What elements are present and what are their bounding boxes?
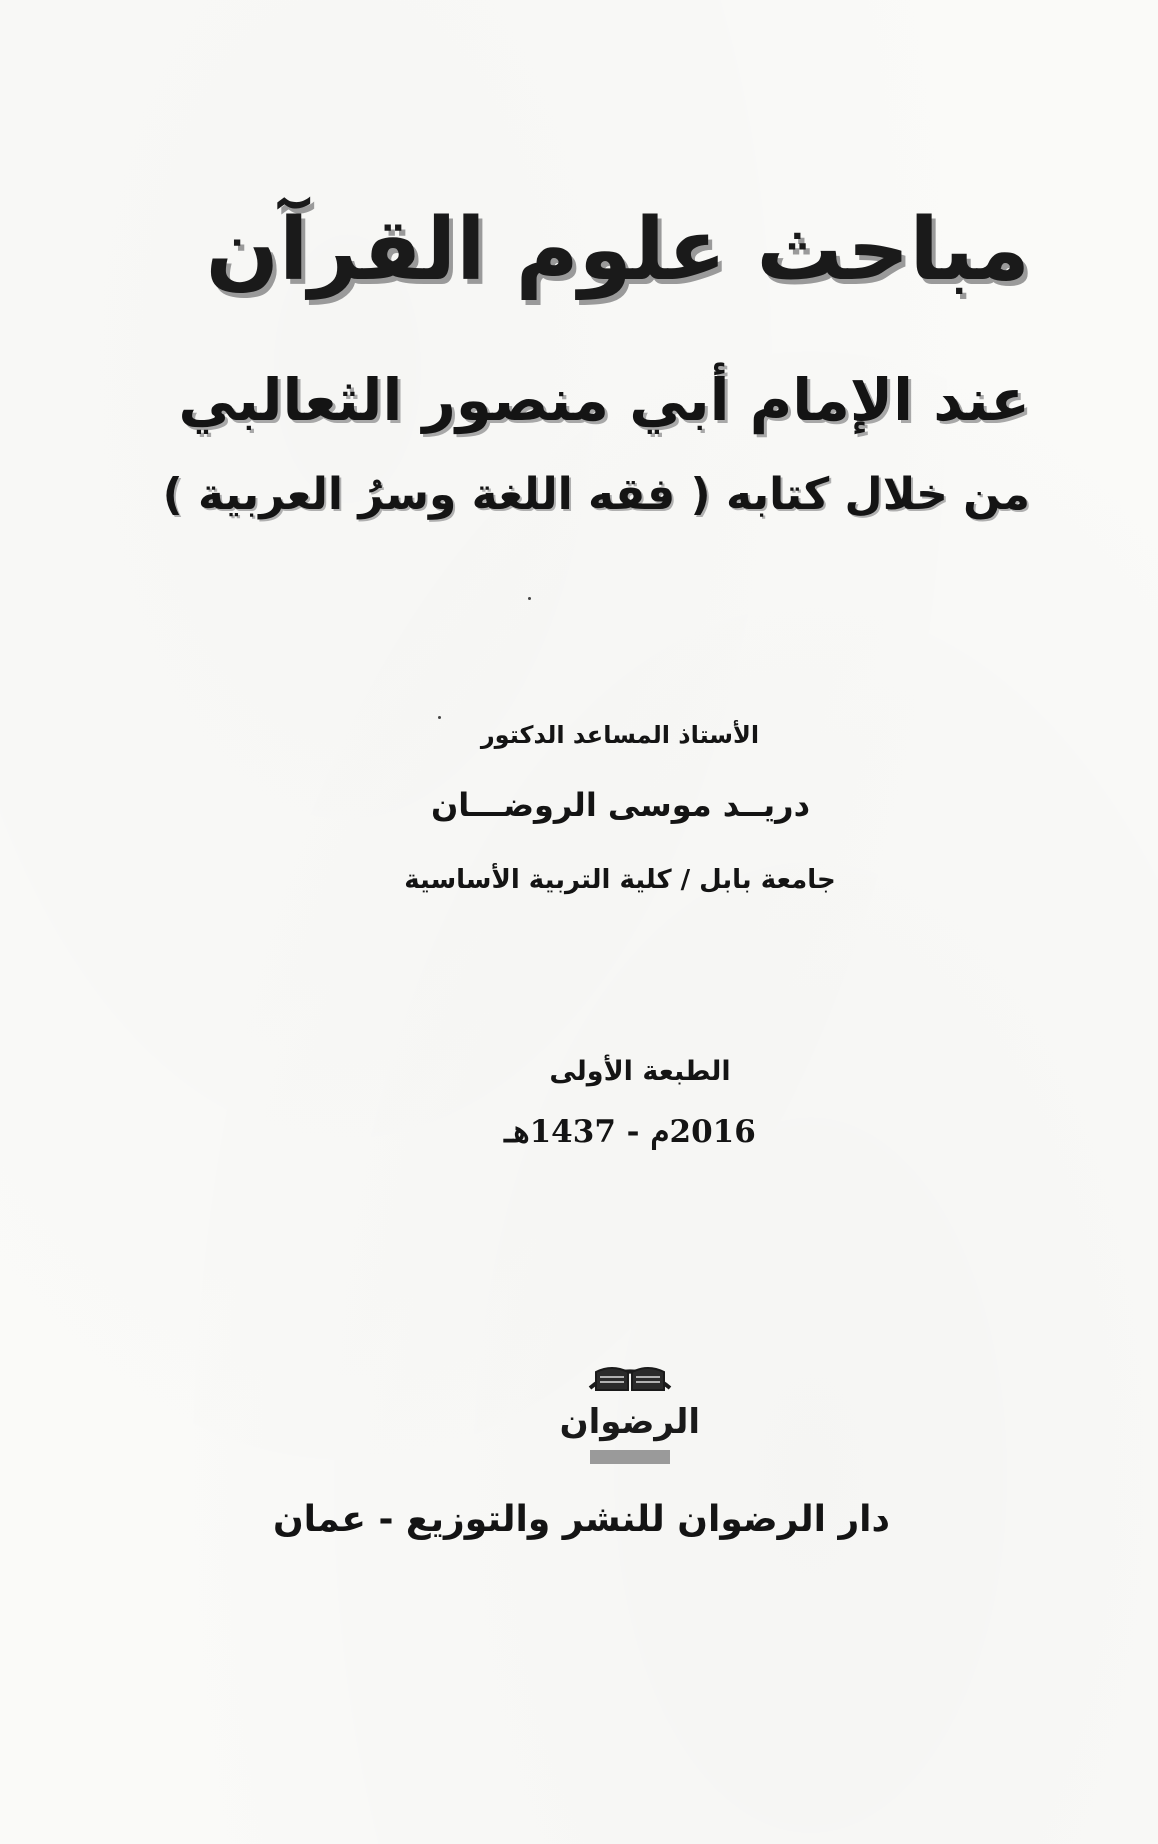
author-affiliation: جامعة بابل / كلية التربية الأساسية	[404, 865, 836, 895]
publisher-name: دار الرضوان للنشر والتوزيع - عمان	[272, 1499, 890, 1540]
book-title: مباحث علوم القرآن	[205, 200, 1030, 300]
book-subtitle-line-2: من خلال كتابه ( فقه اللغة وسرُ العربية )	[162, 469, 1030, 520]
publication-date: 2016م - 1437هـ	[504, 1114, 756, 1150]
publisher-logo-text: الرضوان	[559, 1402, 700, 1442]
speck	[528, 597, 531, 600]
publisher-logo	[560, 1350, 700, 1480]
author-title: الأستاذ المساعد الدكتور	[480, 721, 760, 749]
author-name: دريــد موسى الروضـــان	[430, 786, 810, 824]
speck	[438, 716, 441, 719]
book-subtitle-line-1: عند الإمام أبي منصور الثعالبي	[178, 366, 1030, 434]
edition-label: الطبعة الأولى	[549, 1056, 731, 1087]
